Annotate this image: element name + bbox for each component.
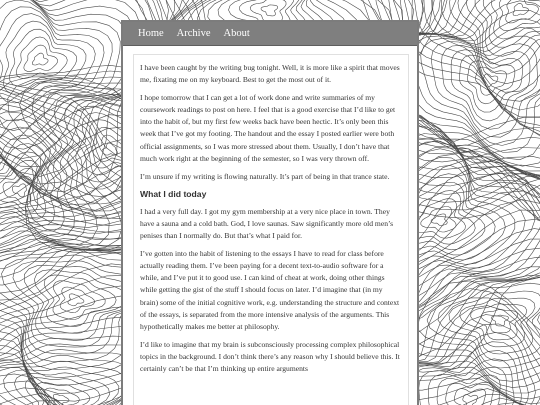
post-paragraph: I had a very full day. I got my gym membership at a very nice place in town. They have a sauna and a cold bath. God, I love saunas. Saw significantly more old men’s penises than I normally do. But that’s what I paid for. <box>140 206 394 241</box>
section-heading: What I did today <box>140 188 207 199</box>
contour-line <box>32 53 48 65</box>
post-content <box>133 54 409 405</box>
contour-line <box>4 367 119 405</box>
contour-line <box>421 207 456 233</box>
nav-archive-link[interactable]: Archive <box>176 28 211 39</box>
contour-line <box>4 21 87 94</box>
post-paragraph: I’ve gotten into the habit of listening to the essays I have to read for class before actually reading them. I’ve been paying for a decent text-to-audio software for a while, and I’ve put it to good use. I can kind of cheat at work, doing other things while getting the gist of the stuff I should focus on later. I’d imagine that (in my brain) some of the initial cognitive work, e.g. understanding the structure and context of the essays, is separated from the more intensive analysis of the arguments. This hypothetically makes me better at philosophy. <box>140 249 400 331</box>
contour-line <box>24 45 58 71</box>
contour-line <box>45 388 80 405</box>
blog-page <box>121 20 419 405</box>
post-paragraph: I have been caught by the writing bug tonight. Well, it is more like a spirit that moves me, fixating me on my keyboard. Best to get the most out of it. <box>140 63 400 85</box>
top-navigation <box>123 22 417 46</box>
contour-line <box>431 214 447 226</box>
contour-line <box>0 0 128 139</box>
contour-line <box>102 143 118 155</box>
nav-about-link[interactable]: About <box>223 28 250 39</box>
post-paragraph: I hope tomorrow that I can get a lot of work done and write summaries of my coursework readings to post on here. I feel that is a good exercise that I’d like to get into the habit of, but my first few weeks back have been hectic. It’s only been this week that I’ve got my footing. The handout and the essay I posted earlier were both official assignments, so I was more stressed about them. Usually, I don’t have that much work right at the beginning of the semester, so I was very thrown off. <box>140 93 396 163</box>
post-paragraph: I’d like to imagine that my brain is subconsciously processing complex philosophical topics in the background. I don’t think there’s any reason why I should believe this. It certainly can’t be that I’m thinking up entire arguments <box>140 339 400 373</box>
contour-line <box>418 267 540 375</box>
contour-line <box>24 265 137 340</box>
contour-line <box>261 5 278 16</box>
nav-home-link[interactable]: Home <box>138 28 164 39</box>
post-paragraph: I’m unsure if my writing is flowing naturally. It’s part of being in that trance state. <box>140 171 390 181</box>
contour-line <box>513 3 529 15</box>
contour-line <box>12 184 26 197</box>
